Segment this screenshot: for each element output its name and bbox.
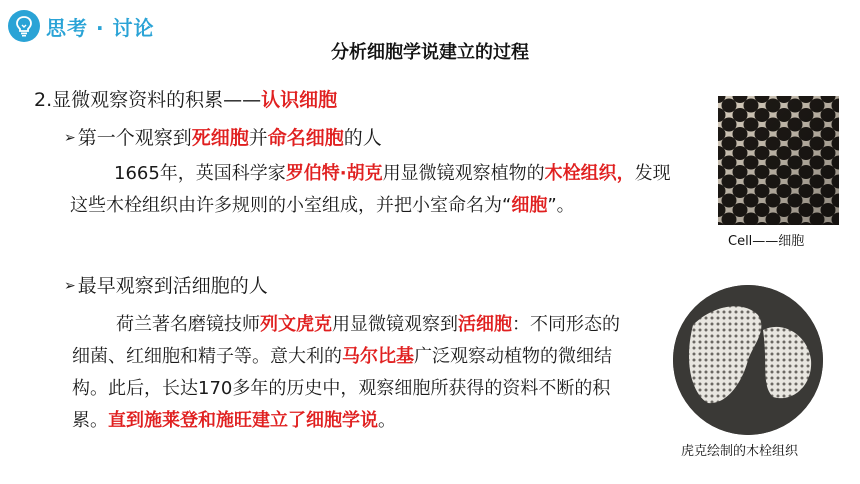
para1-text-3: 发现这些木栓组织由许多规则的小室组成，并把小室命名为“	[70, 163, 671, 216]
arrow-bullet-icon: ➢	[64, 278, 76, 294]
para1-text-2: 用显微镜观察植物的	[382, 163, 545, 184]
para1-text-1: 1665年，英国科学家	[114, 163, 286, 184]
bullet1-text-1: 第一个观察到	[77, 127, 192, 149]
arrow-bullet-icon: ➢	[64, 130, 76, 146]
para2-highlight-living-cells: 活细胞	[458, 314, 512, 335]
badge-label: 思考 · 讨论	[46, 15, 155, 40]
bullet-first-observer	[64, 123, 382, 150]
para1-highlight-cork: 木栓组织，	[544, 163, 635, 184]
paragraph-leeuwenhoek	[72, 309, 632, 437]
cork-drawing-caption: 虎克绘制的木栓组织	[681, 444, 799, 459]
paragraph-hooke	[70, 158, 680, 222]
para1-highlight-hooke: 罗伯特·胡克	[285, 163, 383, 184]
para2-text-1: 荷兰著名磨镜技师	[116, 314, 260, 335]
bullet1-highlight-2: 命名细胞	[267, 127, 344, 149]
bullet1-text-3: 的人	[343, 127, 382, 149]
para2-text-2: 用显微镜观察到	[332, 314, 458, 335]
section-heading	[34, 85, 337, 112]
para2-highlight-cell-theory: 直到施莱登和施旺建立了细胞学说	[108, 410, 378, 431]
cork-cells-photo	[718, 96, 839, 225]
para2-text-5: 。	[378, 410, 396, 431]
para2-text-3: ：不同形态的细菌、红细胞和精子等。意大利的	[72, 314, 620, 367]
section-heading-text: 2.显微观察资料的积累——	[34, 89, 262, 111]
slide-title: 分析细胞学说建立的过程	[331, 42, 529, 63]
bullet1-text-2: 并	[248, 127, 268, 149]
para2-highlight-leeuwenhoek: 列文虎克	[260, 314, 332, 335]
bullet-living-cells	[64, 271, 268, 298]
hooke-cork-drawing	[673, 285, 823, 435]
section-heading-highlight: 认识细胞	[261, 89, 338, 111]
para2-highlight-malpighi: 马尔比基	[342, 346, 414, 367]
para2-text-4: 广泛观察动植物的微细结构。此后，长达170多年的历史中，观察细胞所获得的资料不断的积累。	[72, 346, 612, 431]
para1-text-4: ”。	[547, 195, 575, 216]
cell-photo-caption: Cell——细胞	[728, 234, 805, 249]
bullet2-text: 最早观察到活细胞的人	[77, 275, 268, 297]
para1-highlight-cell: 细胞	[511, 195, 548, 216]
bullet1-highlight-1: 死细胞	[191, 127, 249, 149]
